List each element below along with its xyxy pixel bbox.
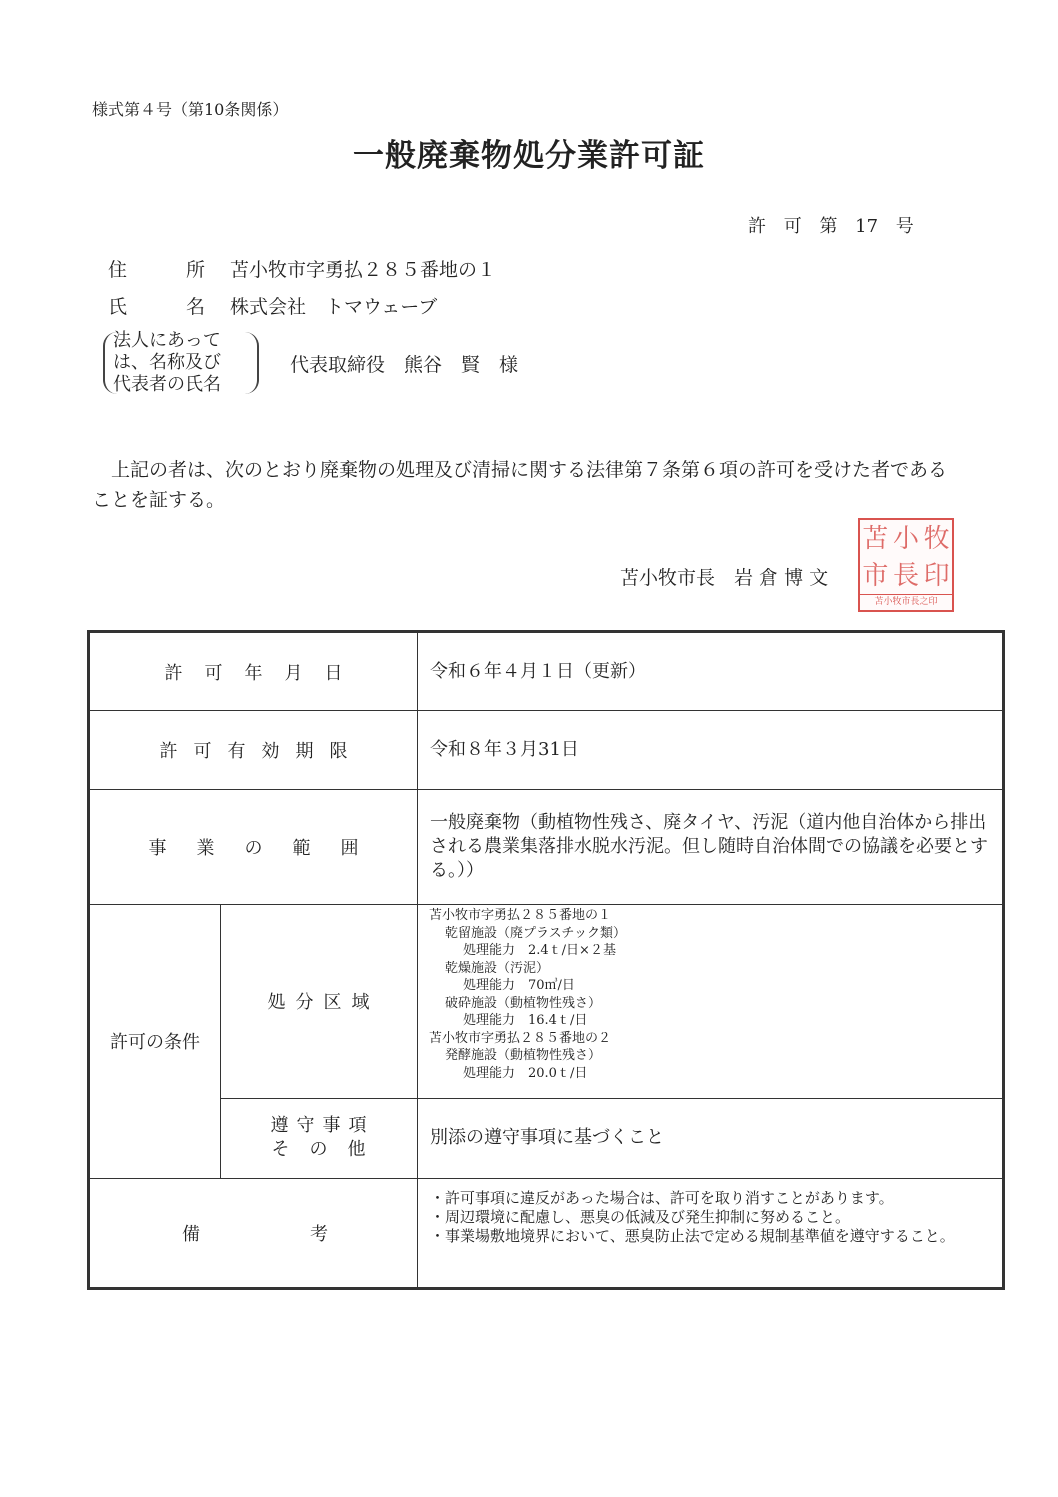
- seal-char: 小: [892, 523, 919, 554]
- remark-item: ・事業場敷地境界において、悪臭防止法で定める規制基準値を遵守すること。: [430, 1227, 955, 1245]
- compliance-label-bottom: その他: [271, 1139, 386, 1160]
- compliance-label-cell: [220, 1098, 417, 1178]
- area-line: 処理能力 16.4ｔ/日: [463, 1013, 588, 1028]
- expiry-label-cell: [90, 710, 417, 789]
- representative-name: 代表取締役 熊谷 賢 様: [290, 354, 519, 376]
- document-title: 一般廃棄物処分業許可証: [353, 138, 705, 174]
- area-label-cell: [220, 904, 417, 1098]
- remarks-label-first: 備: [182, 1223, 200, 1245]
- date-label: 許可年月日: [164, 662, 365, 684]
- name-label-first: 氏: [108, 296, 128, 318]
- scope-label-cell: [90, 789, 417, 904]
- conditions-label-cell: [90, 904, 220, 1178]
- compliance-label-top: 遵守事項: [270, 1115, 375, 1136]
- corporate-note-line: 法人にあって: [113, 330, 221, 351]
- remarks-list: [424, 1189, 996, 1246]
- remarks-label-second: 考: [310, 1223, 328, 1245]
- expiry-value: 令和８年３月31日: [430, 738, 579, 760]
- seal-char: 苫: [862, 523, 889, 554]
- issuer-mayor: 苫小牧市長 岩 倉 博 文: [620, 567, 829, 589]
- seal-inscription: 苫小牧市長之印: [860, 594, 952, 611]
- permit-number: 許 可 第 17 号: [748, 216, 914, 237]
- seal-char: 牧: [923, 523, 950, 554]
- table-divider: [417, 633, 418, 1287]
- area-line: 破砕施設（動植物性残さ）: [445, 995, 602, 1011]
- seal-char: 印: [923, 560, 950, 591]
- remark-item: ・許可事項に違反があった場合は、許可を取り消すことがあります。: [430, 1189, 894, 1207]
- address-label-first: 住: [108, 259, 128, 281]
- corporate-note-line: は、名称及び: [113, 352, 221, 373]
- company-name: 株式会社 トマウェーブ: [230, 296, 438, 318]
- area-label: 処分区域: [267, 992, 380, 1013]
- conditions-label: 許可の条件: [110, 1032, 200, 1053]
- scope-value: 一般廃棄物（動植物性残さ、廃タイヤ、汚泥（道内他自治体から排出される農業集落排水脱水汚泥。但し随時自治体間での協議を必要とする。））: [430, 811, 988, 881]
- area-line: 苫小牧市字勇払２８５番地の２: [429, 1030, 612, 1046]
- remark-item: ・周辺環境に配慮し、悪臭の低減及び発生抑制に努めること。: [430, 1208, 851, 1226]
- scope-label: 事業の範囲: [148, 837, 389, 859]
- form-number: 様式第４号（第10条関係）: [92, 100, 289, 119]
- date-label-cell: [90, 633, 417, 710]
- expiry-label: 許可有効期限: [159, 740, 364, 762]
- remarks-label-cell: [90, 1178, 417, 1287]
- corporate-note-line: 代表者の氏名: [113, 374, 221, 395]
- address-label-second: 所: [186, 259, 206, 281]
- permit-details-table: [87, 630, 1005, 1290]
- seal-char: 市: [862, 560, 889, 591]
- area-line: 処理能力 2.4ｔ/日×２基: [463, 943, 616, 958]
- date-value: 令和６年４月１日（更新）: [430, 660, 646, 682]
- official-seal: [858, 518, 954, 612]
- compliance-value: 別添の遵守事項に基づくこと: [430, 1127, 664, 1148]
- area-line: 処理能力 70㎥/日: [463, 978, 575, 993]
- area-line: 乾留施設（廃プラスチック類）: [445, 925, 626, 941]
- address-value: 苫小牧市字勇払２８５番地の１: [230, 259, 497, 281]
- area-line: 処理能力 20.0ｔ/日: [463, 1065, 588, 1081]
- area-line: 発酵施設（動植物性残さ）: [445, 1048, 602, 1063]
- corporate-note: [113, 330, 221, 396]
- area-list: [424, 907, 626, 1082]
- certification-text: 上記の者は、次のとおり廃棄物の処理及び清掃に関する法律第７条第６項の許可を受けた者であることを証する。: [92, 459, 948, 511]
- name-label-second: 名: [186, 296, 206, 318]
- area-line: 苫小牧市字勇払２８５番地の１: [429, 908, 612, 923]
- area-line: 乾燥施設（汚泥）: [445, 960, 550, 976]
- seal-char: 長: [892, 560, 919, 591]
